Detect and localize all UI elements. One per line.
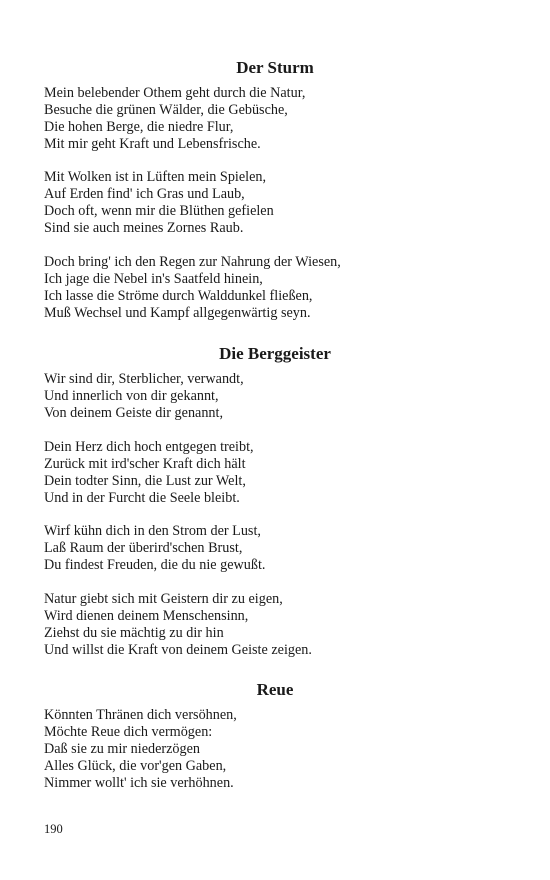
poem-line: Laß Raum der überird'schen Brust, [44,540,243,556]
poem-line: Und innerlich von dir gekannt, [44,388,219,404]
poem-line: Du findest Freuden, die du nie gewußt. [44,557,266,573]
poem-line: Sind sie auch meines Zornes Raub. [44,220,244,236]
poem-line: Mit mir geht Kraft und Lebensfrische. [44,136,261,152]
poem-line: Doch oft, wenn mir die Blüthen gefielen [44,203,274,219]
poem-line: Wir sind dir, Sterblicher, verwandt, [44,371,244,387]
poem-line: Ich jage die Nebel in's Saatfeld hinein, [44,271,263,287]
poem-line: Und in der Furcht die Seele bleibt. [44,490,240,506]
poem-line: Möchte Reue dich vermögen: [44,724,213,740]
poem-line: Alles Glück, die vor'gen Gaben, [44,758,227,774]
poem-line: Dein Herz dich hoch entgegen treibt, [44,439,254,455]
poem-line: Von deinem Geiste dir genannt, [44,405,224,421]
poem-line: Besuche die grünen Wälder, die Gebüsche, [44,102,288,118]
poem-line: Mein belebender Othem geht durch die Natur, [44,85,306,101]
poem-line: Auf Erden find' ich Gras und Laub, [44,186,245,202]
poem-line: Dein todter Sinn, die Lust zur Welt, [44,473,246,489]
poem-line: Doch bring' ich den Regen zur Nahrung der Wiesen, [44,254,341,270]
poem-line: Könnten Thränen dich versöhnen, [44,707,237,723]
poem-line: Mit Wolken ist in Lüften mein Spielen, [44,169,267,185]
poem-line: Die hohen Berge, die niedre Flur, [44,119,234,135]
poem-title: Der Sturm [236,58,314,77]
poem-line: Natur giebt sich mit Geistern dir zu eigen, [44,591,283,607]
poem-line: Daß sie zu mir niederzögen [44,741,201,757]
poem-line: Ich lasse die Ströme durch Walddunkel fließen, [44,288,313,304]
poem-line: Zurück mit ird'scher Kraft dich hält [44,456,246,472]
poem-line: Ziehst du sie mächtig zu dir hin [44,625,224,641]
poem-line: Wird dienen deinem Menschensinn, [44,608,249,624]
poem-title: Reue [256,680,294,699]
poem-title: Die Berggeister [219,344,331,363]
poem-line: Und willst die Kraft von deinem Geiste zeigen. [44,642,312,658]
poem-line: Nimmer wollt' ich sie verhöhnen. [44,775,234,791]
poem-line: Muß Wechsel und Kampf allgegenwärtig seyn. [44,305,311,321]
page-number: 190 [44,822,63,836]
poem-line: Wirf kühn dich in den Strom der Lust, [44,523,261,539]
